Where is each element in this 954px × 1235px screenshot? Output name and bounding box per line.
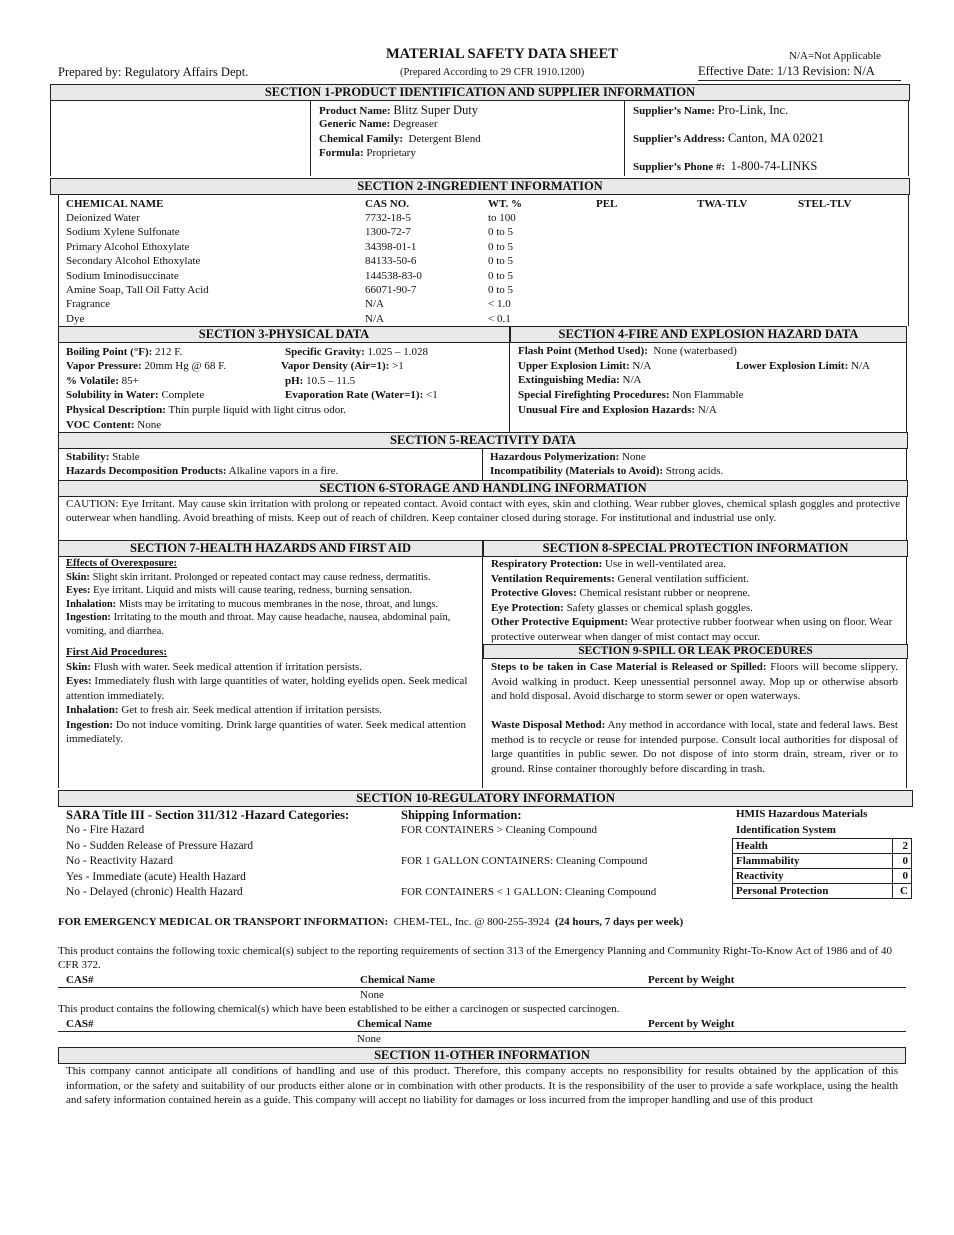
hmis-row (733, 839, 912, 854)
hmis-table (732, 838, 912, 899)
ingredient-cell: 1300-72-7 (365, 226, 411, 239)
supplier-phone: Supplier’s Phone #: 1-800-74-LINKS (633, 159, 818, 173)
section-6-title: SECTION 6-STORAGE AND HANDLING INFORMATION (58, 480, 908, 497)
protective-gloves: Protective Gloves: Chemical resistant rubber or neoprene. (491, 587, 751, 599)
eye-protection: Eye Protection: Safety glasses or chemical splash goggles. (491, 601, 753, 614)
ingredient-cell: 0 to 5 (488, 240, 514, 253)
ingredient-header: TWA-TLV (697, 198, 748, 210)
hmis-heading-1: HMIS Hazardous Materials (736, 808, 868, 820)
prepared-by: Prepared by: Regulatory Affairs Dept. (58, 65, 249, 79)
ingredient-cell: < 1.0 (488, 298, 511, 311)
ingredient-cell: Fragrance (66, 298, 110, 311)
shipping-heading: Shipping Information: (401, 808, 522, 822)
supplier-name: Supplier’s Name: Pro-Link, Inc. (633, 103, 789, 117)
specific-gravity: Specific Gravity: 1.025 – 1.028 (285, 346, 428, 358)
section-5-title: SECTION 5-REACTIVITY DATA (58, 432, 908, 449)
first-aid-skin: Skin: Flush with water. Seek medical attention if irritation persists. (66, 660, 363, 673)
hmis-rating: C (893, 884, 912, 899)
effects-ingestion: Ingestion: Irritating to the mouth and throat. May cause headache, nausea, abdominal pain, vomiting, and diarrhea. (66, 612, 451, 637)
other-information-text: This company cannot anticipate all conditions of handling and use of this product. Therefore, this company accepts no responsibility for results obtained by the application of this information, or the safety and suitability of our products either alone or in combination with other products. It is the responsibility of the user to provide a safe workplace, using the health and safety information contained herein as a guide. This company will accept no liability for damages or loss incurred from the improper handling and use of this product (66, 1065, 898, 1106)
ingredient-cell: 84133-50-6 (365, 255, 417, 268)
toxic-chemicals-text: This product contains the following toxic chemical(s) subject to the reporting requirements of section 313 of the Emergency Planning and Community Right-To-Know Act of 1986 and of 40 CFR 372. (58, 945, 892, 971)
hmis-row (733, 854, 912, 869)
section-11-title: SECTION 11-OTHER INFORMATION (58, 1047, 906, 1064)
waste-disposal: Waste Disposal Method: Any method in accordance with local, state and federal laws. Best method is to recycle or reuse for intended purpose. Consult local authorities for disposal of large quantities in public sewer. Do not dispose of into storm drain, stream, river or to ground. Rinse container thoroughly before discarding in trash. (491, 719, 898, 775)
emergency-info: FOR EMERGENCY MEDICAL OR TRANSPORT INFORMATION: CHEM-TEL, Inc. @ 800-255-3924 (24 hours, 7 days per week) (58, 916, 684, 928)
sara-item: No - Delayed (chronic) Health Hazard (66, 886, 243, 898)
stability: Stability: Stable (66, 451, 140, 463)
boiling-point: Boiling Point (°F): 212 F. (66, 346, 183, 358)
ingredient-cell: Dye (66, 312, 85, 325)
carcinogen-text: This product contains the following chemical(s) which have been established to be either a carcinogen or suspected carcinogen. (58, 1003, 620, 1015)
hmis-heading-2: Identification System (736, 824, 836, 836)
health-hazards-block (66, 557, 476, 638)
ingredient-cell: 144538-83-0 (365, 269, 422, 282)
ingredient-cell: 34398-01-1 (365, 240, 417, 253)
shipping-line-3: FOR CONTAINERS < 1 GALLON: Cleaning Compound (401, 886, 657, 898)
ingredient-cell: Deionized Water (66, 212, 140, 224)
protection-block (491, 557, 899, 644)
ingredient-cell: < 0.1 (488, 312, 511, 325)
ventilation: Ventilation Requirements: General ventilation sufficient. (491, 572, 749, 585)
ingredient-cell: N/A (365, 298, 384, 311)
supplier-address: Supplier’s Address: Canton, MA 02021 (633, 131, 825, 145)
section-8-title: SECTION 8-SPECIAL PROTECTION INFORMATION (483, 540, 908, 557)
physical-description: Physical Description: Thin purple liquid with light citrus odor. (66, 404, 346, 416)
lower-explosion-limit: Lower Explosion Limit: N/A (736, 360, 870, 372)
ingredient-cell: Primary Alcohol Ethoxylate (66, 240, 190, 253)
ingredient-cell: Amine Soap, Tall Oil Fatty Acid (66, 284, 209, 296)
prepared-according: (Prepared According to 29 CFR 1910.1200) (400, 67, 585, 78)
carc-col-name: Chemical Name (357, 1018, 432, 1030)
ingredient-cell: Sodium Xylene Sulfonate (66, 226, 180, 239)
shipping-line-1: FOR CONTAINERS > Cleaning Compound (401, 824, 597, 836)
first-aid-heading: First Aid Procedures: (66, 646, 168, 658)
section-3-title: SECTION 3-PHYSICAL DATA (58, 326, 510, 343)
hmis-rating: 0 (893, 854, 912, 869)
hmis-rating: 0 (893, 869, 912, 884)
document-title: MATERIAL SAFETY DATA SHEET (386, 46, 618, 62)
ingredient-header: CAS NO. (365, 198, 410, 210)
ingredient-cell: 66071-90-7 (365, 284, 417, 296)
ingredient-cell: 0 to 5 (488, 269, 514, 282)
flash-point: Flash Point (Method Used): None (waterbased) (518, 345, 737, 357)
ingredient-cell: N/A (365, 312, 384, 325)
formula: Formula: Proprietary (319, 147, 416, 159)
toxic-col-pct: Percent by Weight (648, 974, 735, 986)
voc-content: VOC Content: None (66, 419, 162, 431)
section-7-title: SECTION 7-HEALTH HAZARDS AND FIRST AID (58, 540, 483, 557)
sara-item: No - Fire Hazard (66, 824, 145, 836)
spill-steps: Steps to be taken in Case Material is Released or Spilled: Floors will become slippery. Avoid walking in product. Keep unessential personnel away. Mop up or otherwise absorb and hold disposal. Avoid discharge to storm sewer or open waterways. (491, 661, 898, 702)
section-9-title: SECTION 9-SPILL OR LEAK PROCEDURES (483, 644, 908, 659)
carc-col-cas: CAS# (66, 1018, 94, 1030)
vapor-pressure: Vapor Pressure: 20mm Hg @ 68 F. (66, 360, 227, 372)
ingredient-cell: 7732-18-5 (365, 212, 411, 224)
hmis-category: Health (733, 839, 893, 854)
evaporation-rate: Evaporation Rate (Water=1): <1 (285, 389, 438, 401)
storage-handling-text: CAUTION: Eye Irritant. May cause skin irritation with prolong or repeated contact. Avoid contact with eyes, skin and clothing. Wear rubber gloves, chemical splash goggles and protective outerwear when handling. Avoid breathing of mists. Keep out of reach of children. Keep container closed during storage. For institutional and industrial use only. (66, 498, 900, 524)
section-4-title: SECTION 4-FIRE AND EXPLOSION HAZARD DATA (510, 326, 907, 343)
special-firefighting: Special Firefighting Procedures: Non Flammable (518, 389, 744, 401)
first-aid-inhalation: Inhalation: Get to fresh air. Seek medical attention if irritation persists. (66, 704, 382, 716)
generic-name: Generic Name: Degreaser (319, 118, 438, 130)
toxic-col-cas: CAS# (66, 974, 94, 986)
toxic-none: None (360, 989, 384, 1001)
ingredient-header: WT. % (488, 198, 523, 210)
ingredient-cell: 0 to 5 (488, 226, 514, 239)
ph: pH: 10.5 – 11.5 (285, 375, 356, 387)
section-10-title: SECTION 10-REGULATORY INFORMATION (58, 790, 913, 807)
na-note: N/A=Not Applicable (789, 50, 882, 62)
sara-item: No - Reactivity Hazard (66, 855, 173, 867)
section-1-title: SECTION 1-PRODUCT IDENTIFICATION AND SUPPLIER INFORMATION (50, 84, 910, 101)
carc-col-pct: Percent by Weight (648, 1018, 735, 1030)
hmis-category: Personal Protection (733, 884, 893, 899)
incompatibility: Incompatibility (Materials to Avoid): Strong acids. (490, 465, 724, 477)
ingredient-cell: to 100 (488, 212, 516, 224)
decomposition-products: Hazards Decomposition Products: Alkaline vapors in a fire. (66, 465, 339, 477)
hmis-rating: 2 (893, 839, 912, 854)
section-2-title: SECTION 2-INGREDIENT INFORMATION (50, 178, 910, 195)
ingredient-cell: Secondary Alcohol Ethoxylate (66, 255, 201, 268)
ingredient-cell: 0 to 5 (488, 255, 514, 268)
ingredient-cell: Sodium Iminodisuccinate (66, 269, 179, 282)
toxic-col-name: Chemical Name (360, 974, 435, 986)
ingredient-header: CHEMICAL NAME (66, 198, 164, 210)
effective-date: Effective Date: 1/13 Revision: N/A (698, 64, 875, 78)
effects-inhalation: Inhalation: Mists may be irritating to mucous membranes in the nose, throat, and lungs. (66, 598, 439, 610)
sara-item: No - Sudden Release of Pressure Hazard (66, 839, 254, 852)
solubility: Solubility in Water: Complete (66, 389, 205, 401)
sara-item: Yes - Immediate (acute) Health Hazard (66, 870, 246, 883)
hmis-row (733, 869, 912, 884)
effects-eyes: Eyes: Eye irritant. Liquid and mists will cause tearing, redness, burning sensation. (66, 585, 413, 596)
ingredient-header: PEL (596, 198, 618, 210)
percent-volatile: % Volatile: 85+ (66, 375, 139, 387)
unusual-hazards: Unusual Fire and Explosion Hazards: N/A (518, 404, 717, 416)
product-name: Product Name: Blitz Super Duty (319, 103, 479, 117)
effects-heading: Effects of Overexposure: (66, 558, 177, 569)
first-aid-block (66, 645, 470, 747)
first-aid-eyes: Eyes: Immediately flush with large quantities of water, holding eyelids open. Seek medical attention immediately. (66, 675, 468, 702)
sara-heading: SARA Title III - Section 311/312 -Hazard Categories: (66, 808, 350, 822)
effects-skin: Skin: Slight skin irritant. Prolonged or repeated contact may cause redness, dermatitis. (66, 571, 431, 583)
other-equipment: Other Protective Equipment: Wear protective rubber footwear when using on floor. Wear protective outerwear when danger of mist contact may occur. (491, 616, 893, 643)
chemical-family: Chemical Family: Detergent Blend (319, 133, 481, 145)
hmis-category: Reactivity (733, 869, 893, 884)
hazardous-polymerization: Hazardous Polymerization: None (490, 451, 646, 463)
first-aid-ingestion: Ingestion: Do not induce vomiting. Drink large quantities of water. Seek medical attention immediately. (66, 718, 466, 745)
carc-none: None (357, 1033, 381, 1045)
vapor-density: Vapor Density (Air=1): >1 (281, 360, 404, 372)
ingredient-cell: 0 to 5 (488, 284, 514, 296)
extinguishing-media: Extinguishing Media: N/A (518, 374, 642, 386)
shipping-line-2: FOR 1 GALLON CONTAINERS: Cleaning Compound (401, 855, 648, 867)
upper-explosion-limit: Upper Explosion Limit: N/A (518, 360, 652, 372)
respiratory-protection: Respiratory Protection: Use in well-ventilated area. (491, 558, 726, 570)
hmis-category: Flammability (733, 854, 893, 869)
hmis-row (733, 884, 912, 899)
ingredient-header: STEL-TLV (798, 198, 852, 210)
